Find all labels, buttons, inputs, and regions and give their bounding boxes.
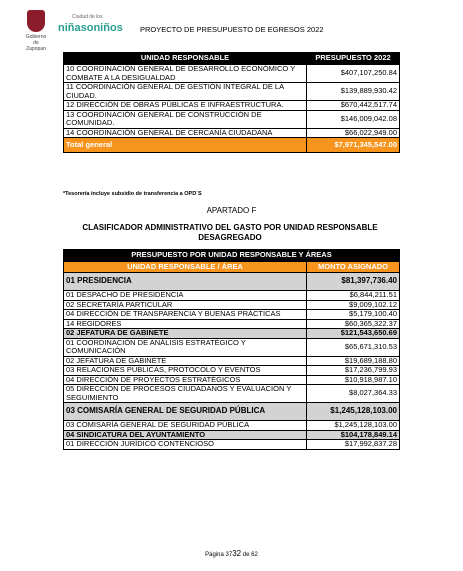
amount-cell: $17,992,837.28 <box>307 440 400 450</box>
zapopan-logo <box>23 10 49 52</box>
amount-cell: $10,918,987.10 <box>307 375 400 385</box>
area-cell: 01 PRESIDENCIA <box>64 273 307 291</box>
total-row <box>64 138 400 153</box>
areas-table <box>63 249 400 450</box>
area-cell: 02 JEFATURA DE GABINETE <box>64 356 307 366</box>
amount-cell: $17,236,799.93 <box>307 366 400 376</box>
areas-table-title: PRESUPUESTO POR UNIDAD RESPONSABLE Y ÁREAS <box>64 250 400 262</box>
footer-page: 37 <box>225 552 233 558</box>
table-row <box>64 101 400 111</box>
area-cell: 01 DIRECCIÓN JURÍDICO CONTENCIOSO <box>64 440 307 450</box>
table-row <box>64 83 400 101</box>
footer-big-page: 32 <box>232 549 242 558</box>
ciudad-logo <box>58 14 133 42</box>
area-cell: 14 REGIDORES <box>64 319 307 329</box>
amount-cell: $1,245,128,103.00 <box>307 403 400 421</box>
amount-cell: $121,543,650.69 <box>307 329 400 339</box>
ciudad-logo-small: Ciudad de los <box>72 14 103 20</box>
area-cell: 01 DESPACHO DE PRESIDENCIA <box>64 291 307 301</box>
unit-row <box>64 329 400 339</box>
amount-cell: $65,671,310.53 <box>307 338 400 356</box>
unit-cell: 14 COORDINACIÓN GENERAL DE CERCANÍA CIUDADANA <box>64 128 307 138</box>
area-cell: 03 RELACIONES PÚBLICAS, PROTOCOLO Y EVENTOS <box>64 366 307 376</box>
area-cell: 02 JEFATURA DE GABINETE <box>64 329 307 339</box>
area-row <box>64 310 400 320</box>
area-cell: 04 DIRECCIÓN DE PROYECTOS ESTRATÉGICOS <box>64 375 307 385</box>
amount-cell: $146,009,042.08 <box>307 110 400 128</box>
area-cell: 01 COORDINACIÓN DE ANÁLISIS ESTRATÉGICO Y COMUNICACIÓN <box>64 338 307 356</box>
unit-cell: 12 DIRECCIÓN DE OBRAS PÚBLICAS E INFRAESTRUCTURA. <box>64 101 307 111</box>
unit-row <box>64 273 400 291</box>
footer-total: 62 <box>251 552 258 558</box>
total-amount: $7,971,345,547.00 <box>307 138 400 153</box>
area-cell: 04 DIRECCIÓN DE TRANSPARENCIA Y BUENAS PRÁCTICAS <box>64 310 307 320</box>
section-title: CLASIFICADOR ADMINISTRATIVO DEL GASTO POR UNIDAD RESPONSABLE DESAGREGADO <box>82 223 378 242</box>
amount-cell: $104,178,849.14 <box>307 430 400 440</box>
table-row <box>64 110 400 128</box>
area-cell: 03 COMISARÍA GENERAL DE SEGURIDAD PÚBLICA <box>64 421 307 431</box>
area-cell: 04 SINDICATURA DEL AYUNTAMIENTO <box>64 430 307 440</box>
unit-cell: 10 COORDINACIÓN GENERAL DE DESARROLLO ECONÓMICO Y COMBATE A LA DESIGUALDAD <box>64 65 307 83</box>
amount-cell: $670,442,517.74 <box>307 101 400 111</box>
area-row <box>64 385 400 403</box>
amount-cell: $1,245,128,103.00 <box>307 421 400 431</box>
table-row <box>64 65 400 83</box>
amount-cell: $66,022,949.00 <box>307 128 400 138</box>
col-unit-header: UNIDAD RESPONSABLE <box>64 53 307 65</box>
zapopan-logo-text: Gobierno de Zapopan <box>25 34 47 52</box>
document-title: PROYECTO DE PRESUPUESTO DE EGRESOS 2022 <box>140 25 324 34</box>
area-row <box>64 440 400 450</box>
total-label: Total general <box>64 138 307 153</box>
amount-cell: $19,689,188.80 <box>307 356 400 366</box>
col-amount-header: MONTO ASIGNADO <box>307 262 400 273</box>
col-budget-header: PRESUPUESTO 2022 <box>307 53 400 65</box>
area-cell: 02 SECRETARÍA PARTICULAR <box>64 300 307 310</box>
unit-cell: 11 COORDINACIÓN GENERAL DE GESTIÓN INTEGRAL DE LA CIUDAD. <box>64 83 307 101</box>
unit-cell: 13 COORDINACIÓN GENERAL DE CONSTRUCCIÓN DE COMUNIDAD. <box>64 110 307 128</box>
page-header <box>0 8 463 52</box>
unit-row <box>64 403 400 421</box>
amount-cell: $60,365,322.37 <box>307 319 400 329</box>
amount-cell: $407,107,250.84 <box>307 65 400 83</box>
footer-of: de <box>242 552 250 558</box>
table-row <box>64 128 400 138</box>
amount-cell: $81,397,736.40 <box>307 273 400 291</box>
footnote: *Tesorería incluye subsidio de transferencia a OPD´S <box>63 191 202 197</box>
footer-prefix: Página <box>205 552 224 558</box>
page-footer <box>0 549 463 558</box>
area-cell: 03 COMISARÍA GENERAL DE SEGURIDAD PÚBLICA <box>64 403 307 421</box>
area-row <box>64 366 400 376</box>
budget-table <box>63 52 400 153</box>
amount-cell: $8,027,364.33 <box>307 385 400 403</box>
section-label: APARTADO F <box>206 206 257 215</box>
amount-cell: $6,844,211.51 <box>307 291 400 301</box>
amount-cell: $9,009,102.12 <box>307 300 400 310</box>
amount-cell: $139,889,930.42 <box>307 83 400 101</box>
amount-cell: $5,179,100.40 <box>307 310 400 320</box>
area-row <box>64 421 400 431</box>
coat-of-arms-icon <box>27 10 45 32</box>
col-area-header: UNIDAD RESPONSABLE / ÁREA <box>64 262 307 273</box>
area-row <box>64 338 400 356</box>
ciudad-logo-main: niñasoniños <box>58 22 123 34</box>
area-row <box>64 291 400 301</box>
area-cell: 05 DIRECCIÓN DE PROCESOS CIUDADANOS Y EVALUACIÓN Y SEGUIMIENTO <box>64 385 307 403</box>
